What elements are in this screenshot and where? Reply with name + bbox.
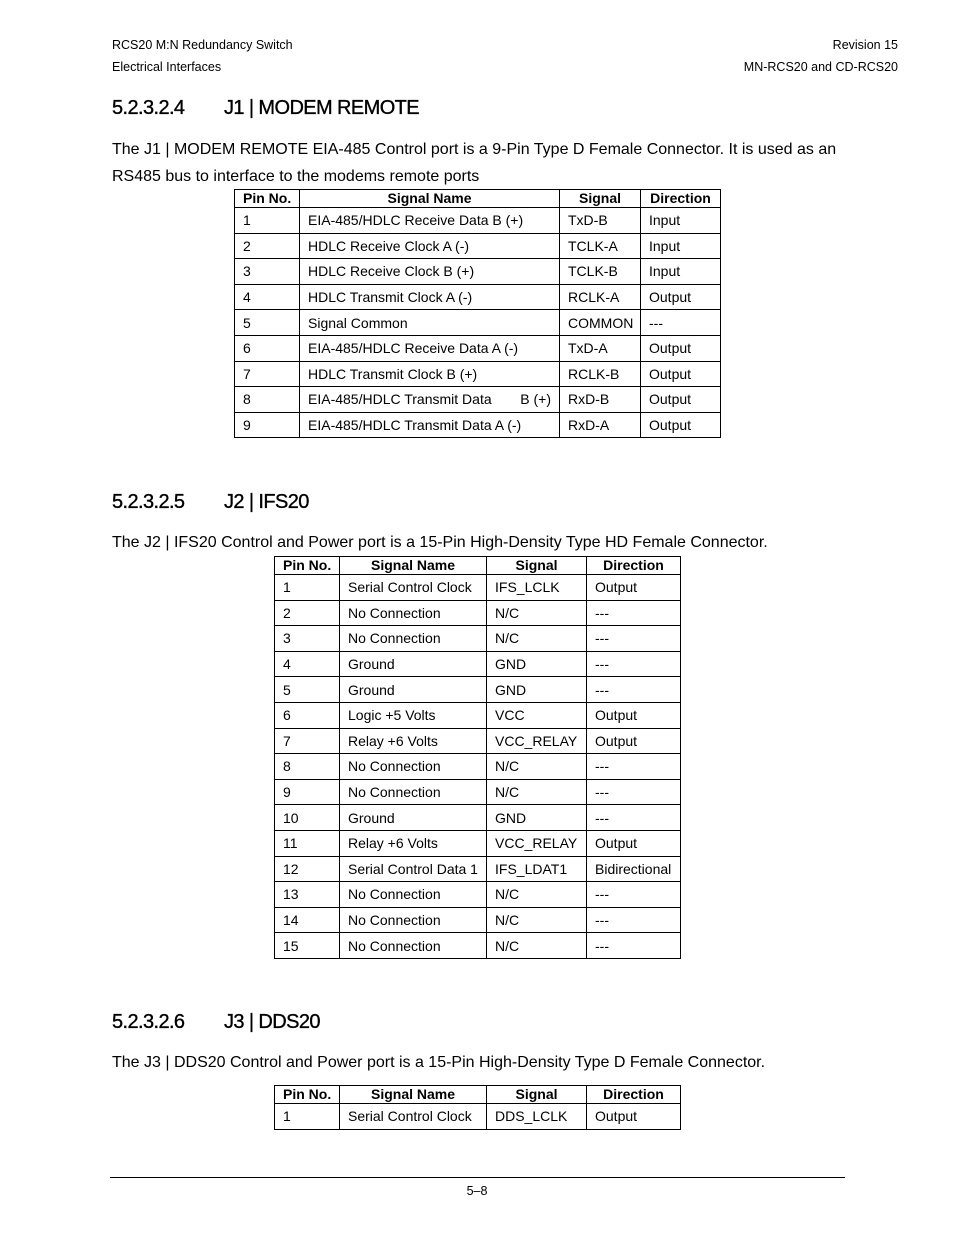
cell-pin: 9 — [235, 412, 300, 438]
cell-pin: 9 — [275, 779, 340, 805]
cell-signal-name: No Connection — [340, 626, 487, 652]
cell-signal: N/C — [487, 907, 587, 933]
cell-signal-name: Serial Control Clock — [340, 1104, 487, 1130]
cell-signal-name: EIA-485/HDLC Transmit Data A (-) — [300, 412, 560, 438]
cell-direction: --- — [587, 805, 681, 831]
cell-direction: --- — [587, 600, 681, 626]
cell-pin: 1 — [235, 208, 300, 234]
cell-pin: 2 — [235, 233, 300, 259]
cell-pin: 1 — [275, 575, 340, 601]
header-document-title: RCS20 M:N Redundancy Switch — [112, 38, 293, 52]
col-header-direction: Direction — [587, 1086, 681, 1104]
cell-direction: Output — [641, 412, 721, 438]
cell-signal: IFS_LDAT1 — [487, 856, 587, 882]
cell-direction: --- — [641, 310, 721, 336]
cell-direction: --- — [587, 651, 681, 677]
section-paragraph-j2: The J2 | IFS20 Control and Power port is a 15-Pin High-Density Type HD Female Connector. — [112, 534, 768, 551]
cell-direction: --- — [587, 882, 681, 908]
cell-signal: VCC_RELAY — [487, 830, 587, 856]
cell-signal: RCLK-B — [560, 361, 641, 387]
cell-signal-name: Ground — [340, 677, 487, 703]
cell-signal: IFS_LCLK — [487, 575, 587, 601]
cell-signal: GND — [487, 677, 587, 703]
pin-table-j1 — [234, 189, 721, 438]
cell-signal-name: No Connection — [340, 754, 487, 780]
cell-direction: --- — [587, 933, 681, 959]
cell-pin: 12 — [275, 856, 340, 882]
cell-signal-name: EIA-485/HDLC Receive Data A (-) — [300, 335, 560, 361]
table-row — [275, 830, 681, 856]
table-row — [275, 754, 681, 780]
cell-signal-name: Signal Common — [300, 310, 560, 336]
cell-signal: TCLK-A — [560, 233, 641, 259]
col-header-direction: Direction — [641, 190, 721, 208]
section-title: J2 | IFS20 — [224, 491, 309, 513]
table-row — [235, 361, 721, 387]
cell-direction: Output — [641, 361, 721, 387]
table-header-row — [275, 1086, 681, 1104]
cell-direction: --- — [587, 779, 681, 805]
pin-table-j2 — [274, 556, 681, 959]
cell-signal: GND — [487, 651, 587, 677]
table-row — [235, 208, 721, 234]
cell-direction: Output — [587, 728, 681, 754]
cell-signal-name: Logic +5 Volts — [340, 702, 487, 728]
cell-pin: 3 — [235, 259, 300, 285]
cell-signal: TxD-B — [560, 208, 641, 234]
table-header-row — [235, 190, 721, 208]
cell-direction: --- — [587, 907, 681, 933]
cell-pin: 8 — [275, 754, 340, 780]
cell-signal-name: Serial Control Data 1 — [340, 856, 487, 882]
cell-direction: --- — [587, 626, 681, 652]
header-part-number: MN-RCS20 and CD-RCS20 — [743, 60, 898, 74]
cell-signal: N/C — [487, 626, 587, 652]
table-row — [275, 805, 681, 831]
col-header-pin: Pin No. — [235, 190, 300, 208]
table-row — [235, 310, 721, 336]
cell-direction: Output — [641, 387, 721, 413]
cell-signal-name: Ground — [340, 805, 487, 831]
cell-direction: Input — [641, 259, 721, 285]
cell-signal: N/C — [487, 600, 587, 626]
header-chapter-title: Electrical Interfaces — [112, 60, 222, 74]
cell-signal: RxD-A — [560, 412, 641, 438]
cell-pin: 4 — [275, 651, 340, 677]
cell-signal-name: Relay +6 Volts — [340, 830, 487, 856]
table-row — [235, 335, 721, 361]
cell-direction: --- — [587, 677, 681, 703]
table-header-row — [275, 557, 681, 575]
cell-pin: 2 — [275, 600, 340, 626]
cell-pin: 14 — [275, 907, 340, 933]
cell-pin: 7 — [235, 361, 300, 387]
col-header-direction: Direction — [587, 557, 681, 575]
cell-signal-name: No Connection — [340, 779, 487, 805]
cell-signal-name-suffix: B (+) — [520, 391, 551, 408]
col-header-signal-name: Signal Name — [300, 190, 560, 208]
cell-direction: Input — [641, 208, 721, 234]
cell-signal: RxD-B — [560, 387, 641, 413]
header-revision: Revision 15 — [832, 38, 898, 52]
cell-signal-name: No Connection — [340, 907, 487, 933]
table-row — [235, 284, 721, 310]
table-row — [275, 626, 681, 652]
table-row — [275, 933, 681, 959]
cell-signal: RCLK-A — [560, 284, 641, 310]
col-header-pin: Pin No. — [275, 557, 340, 575]
cell-signal-name: Relay +6 Volts — [340, 728, 487, 754]
cell-signal: N/C — [487, 754, 587, 780]
table-row — [275, 856, 681, 882]
col-header-pin: Pin No. — [275, 1086, 340, 1104]
cell-pin: 6 — [235, 335, 300, 361]
cell-signal: TxD-A — [560, 335, 641, 361]
cell-signal-name-text: EIA-485/HDLC Transmit Data — [308, 391, 492, 408]
table-row — [275, 882, 681, 908]
cell-pin: 11 — [275, 830, 340, 856]
cell-pin: 5 — [275, 677, 340, 703]
cell-signal: N/C — [487, 933, 587, 959]
cell-signal-name: HDLC Receive Clock B (+) — [300, 259, 560, 285]
cell-pin: 7 — [275, 728, 340, 754]
cell-pin: 8 — [235, 387, 300, 413]
table-row — [275, 702, 681, 728]
cell-signal: GND — [487, 805, 587, 831]
table-row — [275, 1104, 681, 1130]
table-row — [235, 259, 721, 285]
col-header-signal: Signal — [487, 1086, 587, 1104]
table-row — [235, 412, 721, 438]
table-row — [275, 575, 681, 601]
cell-pin: 6 — [275, 702, 340, 728]
cell-pin: 13 — [275, 882, 340, 908]
cell-signal-name — [300, 387, 560, 413]
cell-pin: 1 — [275, 1104, 340, 1130]
cell-direction: Output — [587, 575, 681, 601]
col-header-signal-name: Signal Name — [340, 1086, 487, 1104]
cell-pin: 15 — [275, 933, 340, 959]
cell-signal: TCLK-B — [560, 259, 641, 285]
section-heading-j3 — [112, 1011, 320, 1034]
section-number: 5.2.3.2.4 — [112, 97, 185, 119]
table-row — [275, 907, 681, 933]
cell-signal: VCC_RELAY — [487, 728, 587, 754]
cell-signal-name: No Connection — [340, 600, 487, 626]
cell-pin: 3 — [275, 626, 340, 652]
col-header-signal-name: Signal Name — [340, 557, 487, 575]
table-row — [275, 677, 681, 703]
cell-signal-name: HDLC Transmit Clock B (+) — [300, 361, 560, 387]
section-heading-j2 — [112, 491, 309, 514]
cell-direction: Output — [587, 702, 681, 728]
table-row — [235, 233, 721, 259]
cell-direction: Output — [641, 284, 721, 310]
cell-pin: 5 — [235, 310, 300, 336]
table-row — [275, 600, 681, 626]
cell-signal-name: No Connection — [340, 882, 487, 908]
cell-signal-name: Ground — [340, 651, 487, 677]
section-title: J3 | DDS20 — [224, 1011, 320, 1033]
section-number: 5.2.3.2.6 — [112, 1011, 185, 1033]
cell-direction: Bidirectional — [587, 856, 681, 882]
cell-direction: Output — [587, 830, 681, 856]
page-number: 5–8 — [466, 1184, 488, 1198]
cell-pin: 4 — [235, 284, 300, 310]
table-row — [275, 779, 681, 805]
cell-signal: N/C — [487, 882, 587, 908]
section-heading-j1 — [112, 97, 419, 120]
pin-table-j3 — [274, 1085, 681, 1130]
section-paragraph-j3: The J3 | DDS20 Control and Power port is a 15-Pin High-Density Type D Female Connector. — [112, 1054, 766, 1071]
table-row — [275, 728, 681, 754]
cell-signal-name: Serial Control Clock — [340, 575, 487, 601]
footer-rule — [110, 1177, 845, 1178]
cell-signal: VCC — [487, 702, 587, 728]
cell-signal: COMMON — [560, 310, 641, 336]
col-header-signal: Signal — [560, 190, 641, 208]
cell-direction: Input — [641, 233, 721, 259]
cell-signal: N/C — [487, 779, 587, 805]
cell-pin: 10 — [275, 805, 340, 831]
table-row — [235, 387, 721, 413]
cell-signal: DDS_LCLK — [487, 1104, 587, 1130]
table-row — [275, 651, 681, 677]
section-title: J1 | MODEM REMOTE — [224, 97, 420, 119]
cell-direction: Output — [587, 1104, 681, 1130]
col-header-signal: Signal — [487, 557, 587, 575]
cell-signal-name: HDLC Receive Clock A (-) — [300, 233, 560, 259]
cell-signal-name: No Connection — [340, 933, 487, 959]
section-number: 5.2.3.2.5 — [112, 491, 185, 513]
cell-direction: Output — [641, 335, 721, 361]
cell-direction: --- — [587, 754, 681, 780]
cell-signal-name: EIA-485/HDLC Receive Data B (+) — [300, 208, 560, 234]
cell-signal-name: HDLC Transmit Clock A (-) — [300, 284, 560, 310]
section-paragraph-j1: The J1 | MODEM REMOTE EIA-485 Control port is a 9-Pin Type D Female Connector. It is used as an RS485 bus to interface to the modems remote ports — [112, 141, 837, 185]
